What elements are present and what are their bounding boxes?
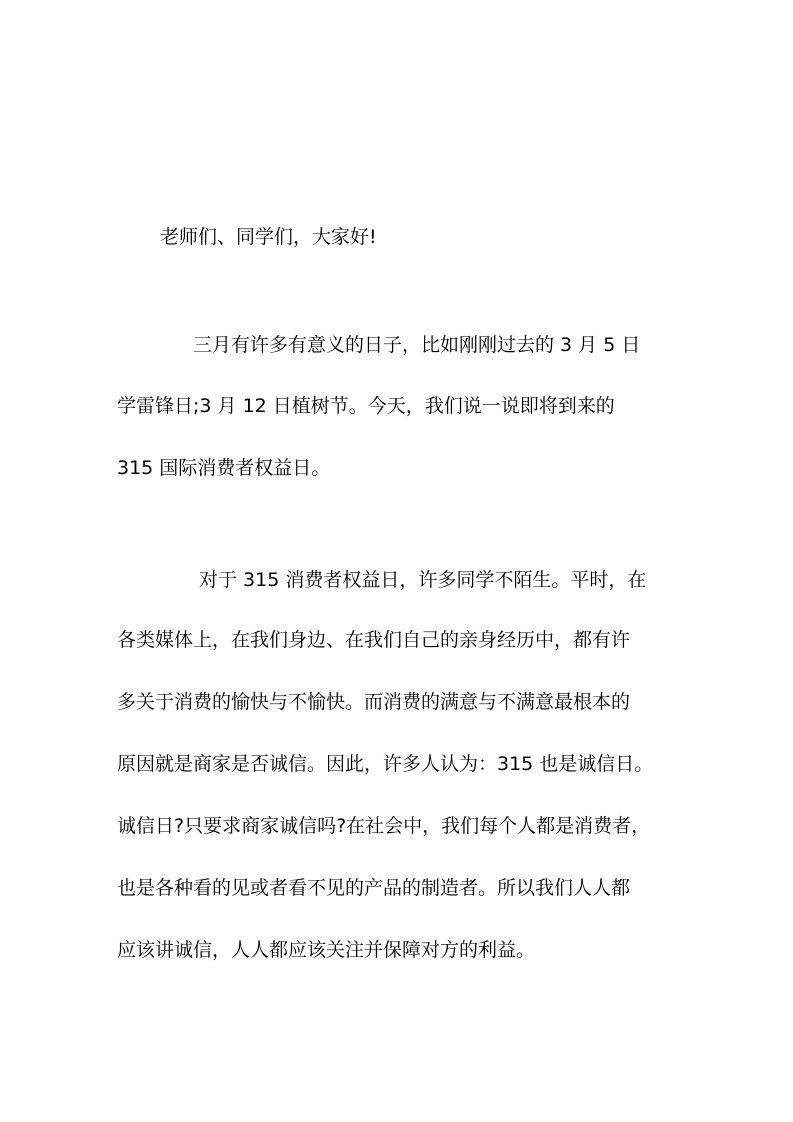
text-line: 315 国际消费者权益日。 xyxy=(117,457,331,479)
text-line: 原因就是商家是否诚信。因此，许多人认为：315 也是诚信日。 xyxy=(117,753,654,775)
text-line: 应该讲诚信，人人都应该关注并保障对方的利益。 xyxy=(117,939,536,961)
text-line: 学雷锋日;3 月 12 日植树节。今天，我们说一说即将到来的 xyxy=(117,395,615,417)
text-line: 诚信日?只要求商家诚信吗?在社会中，我们每个人都是消费者， xyxy=(117,815,651,837)
text-line: 对于 315 消费者权益日，许多同学不陌生。平时，在 xyxy=(199,569,647,591)
text-line: 多关于消费的愉快与不愉快。而消费的满意与不满意最根本的 xyxy=(117,691,631,713)
text-line: 三月有许多有意义的日子，比如刚刚过去的 3 月 5 日 xyxy=(193,334,641,356)
text-line: 各类媒体上，在我们身边、在我们自己的亲身经历中，都有许 xyxy=(117,629,631,651)
text-line: 也是各种看的见或者看不见的产品的制造者。所以我们人人都 xyxy=(117,877,631,899)
greeting-line: 老师们、同学们，大家好! xyxy=(160,226,377,248)
